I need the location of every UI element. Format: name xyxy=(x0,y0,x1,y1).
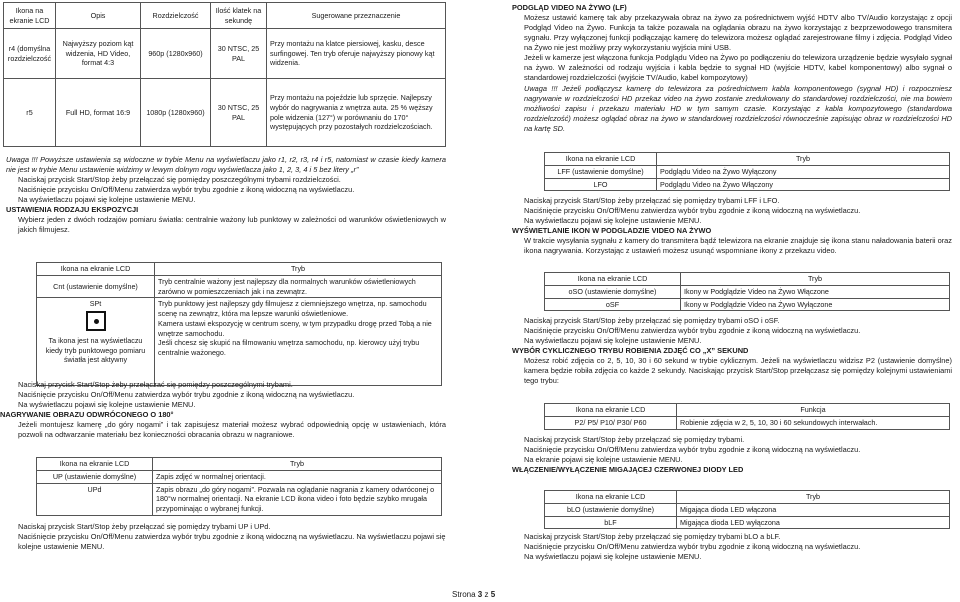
col-header: Tryb xyxy=(677,491,950,504)
instruction-line: Na ekranie pojawi się kolejne ustawienie MENU. xyxy=(524,455,683,465)
table-cell: Full HD, format 16:9 xyxy=(56,79,141,147)
col-header: Sugerowane przeznaczenie xyxy=(267,3,446,29)
table-cell: Tryb centralnie ważony jest najlepszy dla normalnych warunków oświetleniowych zarówno w pomieszczeniach jak i na zewnątrz. xyxy=(155,275,442,298)
section-text: W trakcie wysyłania sygnału z kamery do transmitera bądź telewizora na ekranie znajduje się ikona stanu naładowania baterii oraz ikona nagrywania. Korzystając z ustawień możesz usunąć wspomniane ikony z przekazu video. xyxy=(524,236,952,256)
cell-text: Tryb punktowy jest najlepszy gdy filmujesz z ciemniejszego wnętrza, np. samochodu scenę na zewnątrz, która ma lepsze warunki oświetleniowe. xyxy=(158,299,427,319)
section-heading: PODGLĄD VIDEO NA ŻYWO (LF) xyxy=(512,3,627,12)
table-row xyxy=(545,285,950,298)
table-cell: Migająca dioda LED wyłączona xyxy=(677,516,950,529)
spot-metering-icon xyxy=(86,311,106,331)
section-heading: WYŚWIETLANIE IKON W PODGLADZIE VIDEO NA ŻYWO xyxy=(512,226,712,236)
table-cell: r4 (domyślna rozdzielczość xyxy=(4,29,56,79)
resolution-table xyxy=(3,2,446,147)
page-total: 5 xyxy=(490,590,496,599)
table-cell: oSF xyxy=(545,298,681,311)
table-cell: Najwyższy poziom kąt widzenia, HD Video, format 4:3 xyxy=(56,29,141,79)
col-header: Rozdzielczość xyxy=(141,3,211,29)
table-cell: Cnt (ustawienie domyślne) xyxy=(37,275,155,298)
table-row xyxy=(37,275,442,298)
col-header: Ikona na ekranie LCD xyxy=(545,491,677,504)
table-cell: Przy montażu na pojeździe lub sprzęcie. Najlepszy wybór do nagrywania z wnętrza auta. 25 % węższy pole widzenia (127°) w porównaniu do 170° występujących przy pozostałych rozdzielczościach. xyxy=(267,79,446,147)
icons-table xyxy=(544,272,950,311)
section-heading: WYBÓR CYKLICZNEGO TRYBU ROBIENIA ZDJĘĆ CO „X” SEKUND xyxy=(512,346,749,356)
section-heading: WŁĄCZENIE/WYŁĄCZENIE MIGAJĄCEJ CZERWONEJ DIODY LED xyxy=(512,465,744,475)
table-cell: oSO (ustawienie domyślne) xyxy=(545,285,681,298)
instruction-line: Naciśnięcie przycisku On/Off/Menu zatwierdza wybór trybu zgodnie z ikoną widoczną na wyświetlaczu. xyxy=(18,185,355,195)
instruction-line: Naciśnięcie przycisku On/Off/Menu zatwierdza wybór trybu zgodnie z ikoną widoczną na wyświetlaczu. xyxy=(524,326,861,336)
table-cell: bLF xyxy=(545,516,677,529)
spt-label: SPt xyxy=(89,299,102,309)
page-prefix: Strona xyxy=(452,590,478,599)
col-header: Ikona na ekranie LCD xyxy=(545,404,677,417)
col-header: Tryb xyxy=(153,458,442,471)
table-cell: UPd xyxy=(37,483,153,515)
instruction-line: Naciskaj przycisk Start/Stop żeby przełączać się pomiędzy poszczególnymi trybami. xyxy=(18,380,293,389)
col-header: Tryb xyxy=(657,153,950,166)
table-cell: Podglądu Video na Żywo Wyłączony xyxy=(657,165,950,178)
table-cell: P2/ P5/ P10/ P30/ P60 xyxy=(545,416,677,429)
table-row xyxy=(545,298,950,311)
section-text: Możesz robić zdjęcia co 2, 5, 10, 30 i 60 sekund w trybie cyklicznym. Jeżeli na wyświetlaczu widzisz P2 (ustawienie domyślne) kamera będzie robiła zdjęcia co każde 2 sekundy. Naciskając przycisk Start/Stop przełączasz się pomiędzy kolejnymi ustawieniami tego trybu: xyxy=(524,356,952,386)
instruction-line: Naciśnięcie przycisku On/Off/Menu zatwierdza wybór trybu zgodnie z ikoną widoczną na wyświetlaczu. xyxy=(524,445,861,455)
page-current: 3 xyxy=(477,590,483,599)
table-cell: 960p (1280x960) xyxy=(141,29,211,79)
table-cell: 30 NTSC, 25 PAL xyxy=(211,29,267,79)
table-row xyxy=(37,483,442,515)
col-header: Ikona na ekranie LCD xyxy=(545,273,681,286)
instruction-line: Naciśnięcie przycisku On/Off/Menu zatwierdza wybór trybu zgodnie z ikoną widoczną na wyświetlaczu. xyxy=(524,542,861,552)
section-text: Jeżeli w kamerze jest włączona funkcja Podglądu Video na Żywo po podłączeniu do telewizora urządzenie będzie wysyłało sygnał na żywo. W zależności od rodzaju wyjścia i kabla będzie to sygnał HD (wyjście HDTV, kabel komponentowy) albo sygnał o standardowej rozdzielczości (wyjście TV/Audio, kabel kompozytowy) xyxy=(524,53,952,83)
page-number xyxy=(452,590,495,601)
instruction-line: Naciśnięcie przycisku On/Off/Menu zatwierdza wybór trybu zgodnie z ikoną widoczną na wyświetlaczu. xyxy=(524,206,861,216)
instruction-line: Naciskaj przycisk Start/Stop żeby przełączać się pomiędzy trybami UP i UPd. xyxy=(18,522,271,531)
table-cell: LFF (ustawienie domyślne) xyxy=(545,165,657,178)
led-table xyxy=(544,490,950,529)
section-text: Wybierz jeden z dwóch rodzajów pomiaru światła: centralnie ważony lub punktowy w zależności od warunków oświetleniowych w jakich filmujesz. xyxy=(18,215,446,235)
instruction-line: Naciskaj przycisk Start/Stop żeby przełączać się pomiędzy trybami. xyxy=(524,435,745,444)
table-row xyxy=(545,503,950,516)
table-row xyxy=(37,470,442,483)
section-heading: USTAWIENIA RODZAJU EKSPOZYCJI xyxy=(6,205,139,215)
section-heading: NAGRYWANIE OBRAZU ODWRÓCONEGO O 180° xyxy=(0,410,174,420)
instruction-line: Naciśnięcie przycisku On/Off/Menu zatwierdza wybór trybu zgodnie z ikoną widoczną na wyświetlaczu. xyxy=(18,390,355,400)
table-row xyxy=(545,516,950,529)
instruction-line: Na wyświetlaczu pojawi się kolejne ustawienie MENU. xyxy=(18,400,196,410)
table-row xyxy=(4,29,446,79)
col-header: Ikona na ekranie LCD xyxy=(545,153,657,166)
table-cell: UP (ustawienie domyślne) xyxy=(37,470,153,483)
rotation-table xyxy=(36,457,442,516)
instruction-line: Na wyświetlaczu pojawi się kolejne ustawienie MENU. xyxy=(524,216,702,226)
table-cell: Podglądu Video na Żywo Włączony xyxy=(657,178,950,191)
table-cell: Ikony w Podglądzie Video na Żywo Włączone xyxy=(681,285,950,298)
table-row xyxy=(37,298,442,386)
table-row xyxy=(545,178,950,191)
cell-text: Jeśli chcesz się skupić na filmowaniu wnętrza samochodu, np. kierowcy użyj trybu centralnie ważonego. xyxy=(158,338,420,358)
spt-note: Ta ikona jest na wyświetlaczu kiedy tryb punktowego pomiaru światła jest aktywny xyxy=(45,335,146,365)
col-header: Tryb xyxy=(155,263,442,276)
section-text: Jeżeli montujesz kamerę „do góry nogami” i tak zapisujesz materiał możesz wybrać odpowiednią opcję w ustawieniach, która pozwoli na odtwarzanie materiału bez konieczności obracania obrazu w nagraniowe. xyxy=(18,420,446,440)
instruction-line: Na wyświetlaczu pojawi się kolejne ustawienie MENU. xyxy=(524,336,702,346)
exposure-table xyxy=(36,262,442,386)
table-cell: Ikony w Podglądzie Video na Żywo Wyłączone xyxy=(681,298,950,311)
instruction-line: Naciśnięcie przycisku On/Off/Menu zatwierdza wybór trybu zgodnie z ikoną widoczną na wyświetlaczu. Na wyświetlaczu pojawi się kolejne ustawienie MENU. xyxy=(18,532,446,552)
interval-table xyxy=(544,403,950,430)
col-header: Ikona na ekranie LCD xyxy=(37,458,153,471)
instruction-line: Naciskaj przycisk Start/Stop żeby przełączać się pomiędzy poszczególnymi trybami rozdzielczości. xyxy=(18,175,341,185)
table-row xyxy=(545,165,950,178)
table-cell: Przy montażu na klatce piersiowej, kasku, desce surfingowej. Ten tryb oferuje najwyższy pionowy kąt widzenia. xyxy=(267,29,446,79)
instruction-line: Naciskaj przycisk Start/Stop żeby przełączać się pomiędzy trybami bLO a bLF. xyxy=(524,532,781,541)
col-header: Tryb xyxy=(681,273,950,286)
col-header: Ikona na ekranie LCD xyxy=(4,3,56,29)
instruction-line: Naciskaj przycisk Start/Stop żeby przełączać się pomiędzy trybami LFF i LFO. xyxy=(524,196,780,205)
section-text: Możesz ustawić kamerę tak aby przekazywała obraz na żywo za pośrednictwem wyjść HDTV albo TV/Audio korzystając z opcji Podgląd Video na Żywo. Funkcja ta także pozawala na oglądania obrazu na żywo korzystając z bezprzewodowego transmitera sygnału. Przy wyłączonej funkcji podłączając kamerę do telewizora możesz oglądać zarejestrowane filmy i zdjęcia. Podgląd Video na Żywo nie jest możliwy przy wykorzystaniu wyjścia mini USB. xyxy=(524,13,952,53)
table-cell xyxy=(37,298,155,386)
col-header: Ilość klatek na sekundę xyxy=(211,3,267,29)
instruction-line: Na wyświetlaczu pojawi się kolejne ustawienie MENU. xyxy=(18,195,196,205)
table-cell: bLO (ustawienie domyślne) xyxy=(545,503,677,516)
instruction-line: Na wyświetlaczu pojawi się kolejne ustawienie MENU. xyxy=(524,552,702,562)
table-cell: LFO xyxy=(545,178,657,191)
table-row xyxy=(4,79,446,147)
cell-text: Kamera ustawi ekspozycję w centrum sceny, w tym przypadku drogę przed Tobą a nie wnętrze samochodu. xyxy=(158,318,432,338)
page-sep: z xyxy=(482,590,491,599)
uwaga-note: Uwaga !!! Powyższe ustawienia są widoczne w trybie Menu na wyświetlaczu jako r1, r2, r3, r4 i r5, natomiast w czasie kiedy kamera nie jest w trybie Menu ustawienie widzimy w lewym dolnym rogu wyświetlacza jako 1, 2, 3, 4 i 5 bez litery „r” xyxy=(6,155,446,175)
table-cell xyxy=(155,298,442,386)
table-cell: Migająca dioda LED włączona xyxy=(677,503,950,516)
table-cell: Zapis zdjęć w normalnej orientacji. xyxy=(153,470,442,483)
col-header: Opis xyxy=(56,3,141,29)
table-cell: r5 xyxy=(4,79,56,147)
section-note: Uwaga !!! Jeżeli podłączysz kamerę do telewizora za pośrednictwem kabla komponentowego (sygnał HD) i rozpoczniesz nagrywanie w rozdzielczości HD przekaz video na żywo zostanie zredukowany do standardowej rozdzielczości, nie ma bowiem możliwości zapisu i przekazu materiału HD w tym samym czasie. Korzystając z kabla kompozytowego (standardowa rozdzielczość) możesz oglądać obraz na żywo w standardowej rozdzielczości równocześnie zapisując obraz w rozdzielczości HD na kartę SD. xyxy=(524,83,952,133)
col-header: Funkcja xyxy=(677,404,950,417)
table-cell: 30 NTSC, 25 PAL xyxy=(211,79,267,147)
col-header: Ikona na ekranie LCD xyxy=(37,263,155,276)
instruction-line: Naciskaj przycisk Start/Stop żeby przełączać się pomiędzy trybami oSO i oSF. xyxy=(524,316,780,325)
table-row xyxy=(545,416,950,429)
table-cell: Robienie zdjęcia w 2, 5, 10, 30 i 60 sekundowych interwałach. xyxy=(677,416,950,429)
liveview-table xyxy=(544,152,950,191)
table-cell: 1080p (1280x960) xyxy=(141,79,211,147)
table-cell: Zapis obrazu „do góry nogami”. Pozwala na oglądanie nagrania z kamery odwróconej o 180°w normalnej orientacji. Na ekranie LCD ikona video i foto będzie szybko mrugała przypominając o wybranej funkcji. xyxy=(153,483,442,515)
